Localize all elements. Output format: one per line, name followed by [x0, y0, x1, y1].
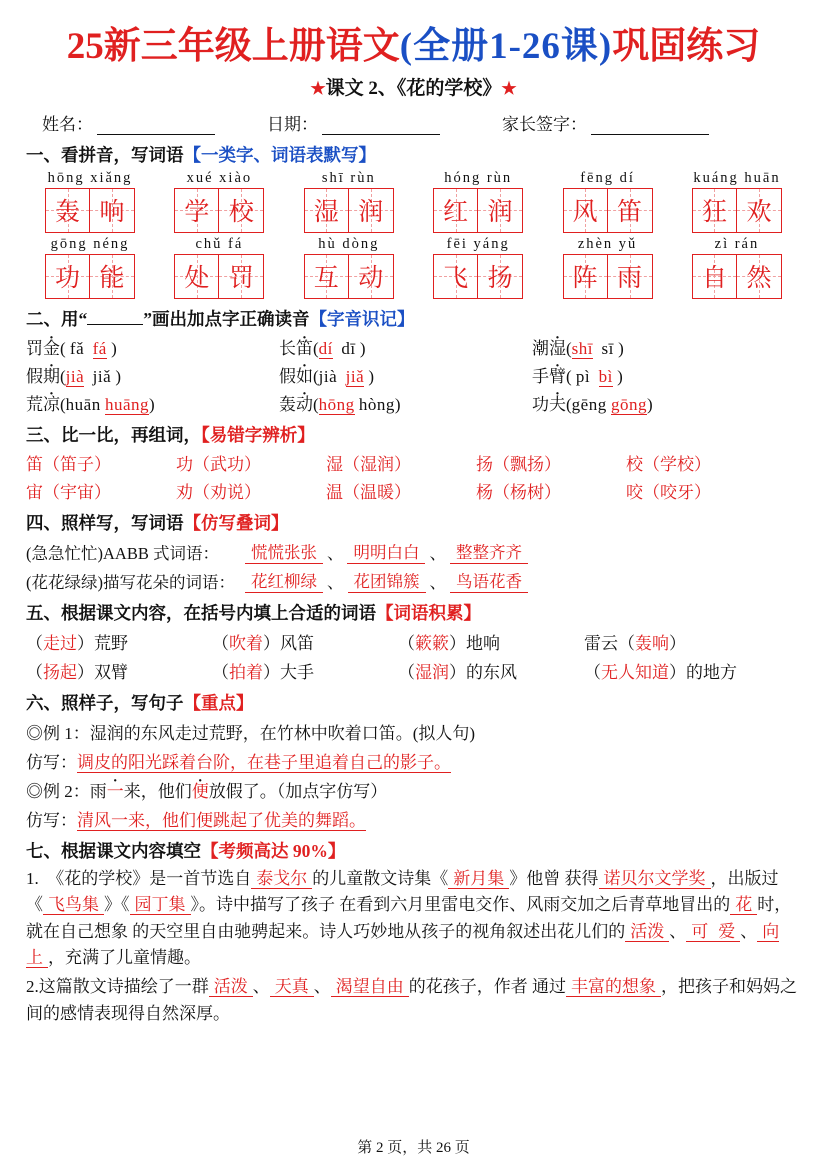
- tianzige-char: 响: [99, 199, 125, 227]
- pinyin-option[interactable]: huān: [65, 394, 101, 414]
- section-2-heading: [26, 306, 801, 331]
- section-3-text: 比一比，再组词，: [61, 424, 201, 445]
- example-2-dot-char: 一: [106, 781, 124, 801]
- section-3-number: 三、: [26, 424, 61, 445]
- bracket-fill-item[interactable]: （走过）荒野: [26, 633, 128, 653]
- pinyin-label: fēi yáng: [446, 235, 510, 252]
- lead-char: 荒: [26, 394, 43, 414]
- example-2-text-a: 雨: [89, 781, 107, 801]
- aabb-row-2: [26, 568, 801, 593]
- section-2-text-a: 用“: [61, 308, 88, 329]
- flower-word-answer[interactable]: 花红柳绿: [245, 568, 323, 593]
- pinyin-option[interactable]: jià: [318, 366, 338, 386]
- tianzige-pair[interactable]: [32, 188, 148, 233]
- bracket-fill-item[interactable]: （扬起）双臂: [26, 662, 128, 682]
- date-blank[interactable]: [322, 118, 440, 135]
- bracket-answer[interactable]: 轰响: [635, 633, 669, 653]
- bracket-fill-item[interactable]: （拍着）大手: [212, 662, 314, 682]
- tianzige-char: 轰: [54, 199, 80, 227]
- bracket-fill-item[interactable]: 雷云（轰响）: [584, 633, 686, 653]
- bracket-fill-row-2: [26, 658, 801, 683]
- bracket-after: 的地方: [686, 662, 737, 682]
- aabb-answer[interactable]: 明明白白: [347, 539, 425, 564]
- q2-number: 2.: [26, 977, 39, 997]
- word-pair-char: 湿: [326, 454, 343, 474]
- pinyin-option-selected[interactable]: huāng: [104, 394, 150, 414]
- tianzige-cell[interactable]: [478, 254, 523, 299]
- q2-text-d: 的花孩子，作者: [408, 977, 528, 997]
- section-5-text: 根据课文内容，在括号内填上合适的词语: [61, 602, 376, 623]
- tianzige-row-2: [26, 254, 801, 299]
- bracket-after: 荒野: [94, 633, 128, 653]
- pinyin-label: zì rán: [714, 235, 760, 252]
- tianzige-char: 欢: [746, 199, 772, 227]
- word-pair[interactable]: 咬（咬牙）: [626, 482, 711, 502]
- word-pair-answer[interactable]: 杨树: [510, 482, 544, 502]
- q2-blank-4[interactable]: 丰富的想象: [566, 977, 661, 997]
- title-part2: (全册1-26课): [399, 26, 613, 67]
- dotted-char: 凉: [43, 394, 60, 414]
- pinyin-option-selected[interactable]: dí: [318, 338, 333, 358]
- tianzige-cell[interactable]: [433, 188, 478, 233]
- tianzige-char: 狂: [701, 199, 727, 227]
- bracket-fill-item[interactable]: （湿润）的东风: [398, 662, 517, 682]
- q1-blank-5[interactable]: 园丁集: [130, 895, 191, 915]
- pinyin-row-1: [26, 170, 801, 187]
- imitation-1-label: 仿写：: [26, 752, 77, 772]
- bracket-after: 双臂: [94, 662, 128, 682]
- q1-text-j: 时，就在自己想象: [26, 895, 792, 941]
- pinyin-label: gōng néng: [50, 235, 130, 252]
- tianzige-char: 校: [228, 199, 254, 227]
- separator: 、: [326, 543, 344, 563]
- tianzige-char: 互: [313, 265, 339, 293]
- pinyin-grid-block: [26, 170, 801, 299]
- example-2-text-b: 来，他们: [123, 781, 192, 801]
- q1-text-n: 、: [740, 921, 758, 941]
- word-pair[interactable]: 杨（杨树）: [476, 482, 561, 502]
- q2-text-e: 通过: [532, 977, 566, 997]
- q2-text-f: ，把孩子和妈妈之间的感情表现得自然深厚。: [26, 977, 797, 1023]
- tianzige-char: 学: [184, 199, 210, 227]
- lead-char: 潮: [532, 338, 549, 358]
- flower-word-answer[interactable]: 花团锦簇: [348, 568, 426, 593]
- tianzige-char: 笛: [617, 199, 643, 227]
- section-6-number: 六、: [26, 692, 61, 713]
- dotted-char: 夫: [549, 394, 566, 414]
- parent-signature-blank[interactable]: [591, 118, 709, 135]
- tianzige-cell[interactable]: [90, 254, 135, 299]
- word-pair[interactable]: 湿（湿润）: [326, 454, 411, 474]
- bracket-fill-item[interactable]: （簌簌）地响: [398, 633, 500, 653]
- name-blank[interactable]: [97, 118, 215, 135]
- imitation-1-answer[interactable]: 调皮的阳光踩着台阶，在巷子里追着自己的影子。: [77, 752, 451, 772]
- lead-char: 假: [279, 366, 296, 386]
- section-4-tag: 【仿写叠词】: [183, 512, 289, 533]
- star-icon: ★: [310, 78, 326, 98]
- tianzige-pair[interactable]: [420, 188, 536, 233]
- section-1-tag: 【一类字、词语表默写】: [183, 144, 376, 165]
- pinyin-option[interactable]: sī: [601, 338, 614, 358]
- q1-text-d: 获得: [564, 868, 599, 888]
- pinyin-choice-row-1: [26, 334, 801, 359]
- parent-signature-field[interactable]: [502, 110, 709, 135]
- section-1-text: 看拼音，写词语: [61, 144, 184, 165]
- example-2-label: ◎例 2：: [26, 781, 90, 801]
- tianzige-char: 处: [184, 265, 210, 293]
- tianzige-cell[interactable]: [563, 254, 608, 299]
- tianzige-cell[interactable]: [45, 188, 90, 233]
- dotted-char: 动: [296, 394, 313, 414]
- name-label: 姓名：: [42, 114, 93, 134]
- example-1-text: 湿润的东风走过荒野，在竹林中吹着口笛。(拟人句): [89, 723, 476, 743]
- q1-text-h: 》。诗中描写了孩子: [190, 895, 335, 915]
- separator: 、: [429, 543, 446, 563]
- pinyin-choice-item[interactable]: 长笛(dí dī ): [279, 338, 366, 358]
- aabb-row-1: [26, 539, 801, 564]
- tianzige-pair[interactable]: [161, 254, 277, 299]
- pinyin-choice-item[interactable]: 潮湿(shī sī ): [532, 338, 624, 358]
- section-7-heading: [26, 838, 801, 863]
- bracket-answer[interactable]: 拍着: [229, 662, 263, 682]
- word-pair-answer[interactable]: 笛子: [60, 454, 94, 474]
- section-4-heading: [26, 510, 801, 535]
- word-pair-char: 校: [626, 454, 643, 474]
- q1-blank-4[interactable]: 飞鸟集: [43, 895, 104, 915]
- example-2-dot-char: 便: [191, 781, 209, 801]
- q1-text-g: 》《: [104, 895, 130, 915]
- pinyin-label: hōng xiǎng: [47, 169, 133, 186]
- imitation-1-line: [26, 748, 801, 773]
- q1-blank-8[interactable]: 可: [686, 922, 713, 942]
- title-part1: 25新三年级上册语文: [66, 26, 400, 67]
- q2-blank-2[interactable]: 天真: [270, 977, 314, 997]
- section-6-tag: 【重点】: [183, 692, 254, 713]
- blank-question-1: [26, 866, 801, 971]
- q1-blank-7[interactable]: 活泼: [625, 922, 669, 942]
- bracket-after: 地响: [466, 633, 500, 653]
- student-info-row: [26, 110, 801, 135]
- example-2-line: [26, 777, 801, 802]
- word-pair[interactable]: 劝（劝说）: [176, 482, 261, 502]
- name-field[interactable]: [42, 110, 215, 135]
- pinyin-label: zhèn yǔ: [577, 235, 638, 252]
- section-5-number: 五、: [26, 602, 61, 623]
- tianzige-cell[interactable]: [608, 188, 653, 233]
- q1-number: 1.: [26, 868, 39, 888]
- tianzige-cell[interactable]: [174, 188, 219, 233]
- q1-text-l: 、: [669, 921, 687, 941]
- q1-text-k: 的天空里自由驰骋起来。诗人巧妙地从孩子的视角叙述出花儿们的: [132, 921, 626, 941]
- q1-text-b: 的儿童散文诗集《: [312, 868, 449, 888]
- pinyin-label: fēng dí: [580, 169, 635, 186]
- section-7-number: 七、: [26, 840, 61, 861]
- page-footer: 第 2 页，共 26 页: [357, 1140, 470, 1156]
- tianzige-cell[interactable]: [737, 188, 782, 233]
- pinyin-choice-item[interactable]: 假如(jià jiǎ ): [279, 366, 375, 386]
- tianzige-pair[interactable]: [420, 254, 536, 299]
- dotted-char: 金: [43, 338, 60, 358]
- example-1-line: [26, 719, 801, 744]
- tianzige-char: 雨: [617, 265, 643, 293]
- tianzige-cell[interactable]: [692, 254, 737, 299]
- tianzige-cell[interactable]: [174, 254, 219, 299]
- tianzige-pair[interactable]: [679, 254, 795, 299]
- section-4-text: 照样写，写词语: [61, 512, 184, 533]
- q1-text-e: ，出版过《: [26, 868, 779, 915]
- lead-char: 假: [26, 366, 43, 386]
- pinyin-option[interactable]: hòng: [358, 394, 395, 414]
- aabb-answer[interactable]: 慌慌张张: [245, 539, 323, 564]
- section-2-text-b: ”画出加点字正确读音: [143, 308, 310, 329]
- lead-char: 功: [532, 394, 549, 414]
- tianzige-cell[interactable]: [304, 254, 349, 299]
- word-pair-char: 笛: [26, 454, 43, 474]
- subtitle-text: 课文 2、《花的学校》: [325, 77, 502, 99]
- section-5-heading: [26, 600, 801, 625]
- pinyin-option[interactable]: dī: [341, 338, 356, 358]
- word-pair[interactable]: 温（温暖）: [326, 482, 411, 502]
- tianzige-cell[interactable]: [304, 188, 349, 233]
- tianzige-char: 罚: [228, 265, 254, 293]
- q1-blank-1[interactable]: 泰戈尔: [251, 869, 312, 889]
- section-1-heading: [26, 142, 801, 167]
- separator: 、: [429, 572, 446, 592]
- pinyin-choice-item[interactable]: 手臂( pì bì ): [532, 366, 623, 386]
- tianzige-char: 湿: [313, 199, 339, 227]
- tianzige-char: 扬: [487, 265, 513, 293]
- lead-char: 轰: [279, 394, 296, 414]
- pinyin-choice-item[interactable]: 轰动(hōng hòng): [279, 394, 401, 414]
- word-pair-answer[interactable]: 宇宙: [60, 482, 94, 502]
- pinyin-choice-item[interactable]: 功夫(gēng gōng): [532, 394, 653, 414]
- pinyin-label: xué xiào: [186, 169, 253, 186]
- tianzige-char: 润: [487, 199, 513, 227]
- word-pair[interactable]: 功（武功）: [176, 454, 261, 474]
- word-pair-char: 杨: [476, 482, 493, 502]
- tianzige-cell[interactable]: [563, 188, 608, 233]
- tianzige-cell[interactable]: [349, 254, 394, 299]
- star-icon: ★: [501, 78, 517, 98]
- q1-blank-6[interactable]: 花: [730, 895, 757, 915]
- word-pair-char: 劝: [176, 482, 193, 502]
- pinyin-option-selected[interactable]: shī: [571, 338, 594, 358]
- tianzige-pair[interactable]: [161, 188, 277, 233]
- section-3-heading: [26, 422, 801, 447]
- q2-text-b: 、: [252, 977, 270, 997]
- q2-text-a: 这篇散文诗描绘了一群: [38, 977, 209, 997]
- word-pair[interactable]: 笛（笛子）: [26, 454, 111, 474]
- tianzige-char: 然: [746, 265, 772, 293]
- imitation-2-line: [26, 806, 801, 831]
- dotted-char: 臂: [549, 366, 566, 386]
- separator: 、: [327, 572, 344, 592]
- tianzige-pair[interactable]: [550, 254, 666, 299]
- tianzige-char: 动: [358, 265, 384, 293]
- tianzige-cell[interactable]: [737, 254, 782, 299]
- pinyin-label: shī rùn: [321, 169, 376, 186]
- word-pair[interactable]: 宙（宇宙）: [26, 482, 111, 502]
- q1-text-i: 在看到六月里雷电交作、风雨交加之后青草地冒出的: [339, 895, 731, 915]
- q2-blank-1[interactable]: 活泼: [209, 977, 253, 997]
- pinyin-option[interactable]: pì: [575, 366, 591, 386]
- pinyin-option-selected[interactable]: gōng: [610, 394, 647, 414]
- word-pair[interactable]: 扬（飘扬）: [476, 454, 561, 474]
- word-pair-row-2: [26, 478, 801, 503]
- tianzige-char: 风: [572, 199, 598, 227]
- pinyin-choice-row-3: [26, 390, 801, 415]
- section-7-tag: 【考频高达 90%】: [201, 840, 346, 861]
- blank-question-2: [26, 974, 801, 1027]
- bracket-before: 雷云: [584, 633, 618, 653]
- lead-char: 手: [532, 366, 549, 386]
- flower-word-label: (花花绿绿)描写花朵的词语：: [26, 572, 235, 592]
- word-pair-char: 功: [176, 454, 193, 474]
- tianzige-char: 润: [358, 199, 384, 227]
- word-pair-answer[interactable]: 温暖: [360, 482, 394, 502]
- bracket-answer[interactable]: 吹着: [229, 633, 263, 653]
- flower-word-answer[interactable]: 鸟语花香: [450, 568, 528, 593]
- section-7-text: 根据课文内容填空: [61, 840, 201, 861]
- word-pair-row-1: [26, 450, 801, 475]
- imitation-2-answer[interactable]: 清风一来，他们便跳起了优美的舞蹈。: [77, 810, 366, 830]
- tianzige-char: 自: [701, 265, 727, 293]
- dotted-char: 湿: [549, 338, 566, 358]
- underline-sample: [87, 324, 143, 325]
- pinyin-option-selected[interactable]: jià: [65, 366, 85, 386]
- bracket-answer[interactable]: 扬起: [43, 662, 77, 682]
- section-5-tag: 【词语积累】: [376, 602, 481, 623]
- section-4-number: 四、: [26, 512, 61, 533]
- tianzige-cell[interactable]: [349, 188, 394, 233]
- date-field[interactable]: [267, 110, 440, 135]
- pinyin-option-selected[interactable]: jiǎ: [345, 366, 365, 386]
- pinyin-choice-row-2: [26, 362, 801, 387]
- page-subtitle: [26, 73, 801, 100]
- tianzige-pair[interactable]: [679, 188, 795, 233]
- aabb-label: (急急忙忙)AABB 式词语：: [26, 543, 219, 563]
- pinyin-choice-item[interactable]: 荒凉(huān huāng): [26, 394, 155, 414]
- word-pair-char: 宙: [26, 482, 43, 502]
- section-2-number: 二、: [26, 308, 61, 329]
- section-6-text: 照样子，写句子: [61, 692, 184, 713]
- tianzige-cell[interactable]: [90, 188, 135, 233]
- word-pair-answer[interactable]: 武功: [210, 454, 244, 474]
- pinyin-option-selected[interactable]: fá: [92, 338, 107, 358]
- q2-text-c: 、: [313, 977, 331, 997]
- q1-blank-2[interactable]: 新月集: [448, 869, 509, 889]
- dotted-char: 期: [43, 366, 60, 386]
- pinyin-option[interactable]: gēng: [571, 394, 607, 414]
- bracket-answer[interactable]: 无人知道: [601, 662, 669, 682]
- q1-text-c: 》他曾: [509, 868, 561, 888]
- bracket-fill-row-1: [26, 629, 801, 654]
- word-pair-answer[interactable]: 飘扬: [510, 454, 544, 474]
- word-pair[interactable]: 校（学校）: [626, 454, 711, 474]
- tianzige-cell[interactable]: [608, 254, 653, 299]
- pinyin-label: hù dòng: [318, 235, 380, 252]
- tianzige-cell[interactable]: [478, 188, 523, 233]
- pinyin-option-selected[interactable]: bì: [598, 366, 613, 386]
- imitation-2-label: 仿写：: [26, 810, 77, 830]
- q1-blank-3[interactable]: 诺贝尔文学奖: [599, 869, 711, 889]
- word-pair-answer[interactable]: 劝说: [210, 482, 244, 502]
- section-6-heading: [26, 690, 801, 715]
- tianzige-cell[interactable]: [692, 188, 737, 233]
- example-1-label: ◎例 1：: [26, 723, 90, 743]
- dotted-char: 如: [296, 366, 313, 386]
- tianzige-char: 能: [99, 265, 125, 293]
- tianzige-pair[interactable]: [291, 254, 407, 299]
- bracket-answer[interactable]: 簌簌: [415, 633, 449, 653]
- word-pair-answer[interactable]: 学校: [660, 454, 694, 474]
- lead-char: 长: [279, 338, 296, 358]
- bracket-after: 风笛: [280, 633, 314, 653]
- tianzige-pair[interactable]: [32, 254, 148, 299]
- bracket-answer[interactable]: 走过: [43, 633, 77, 653]
- q2-blank-3[interactable]: 渴望自由: [331, 977, 409, 997]
- tianzige-row-1: [26, 188, 801, 233]
- section-2-tag: 【字音识记】: [309, 308, 415, 329]
- title-part3: 巩固练习: [612, 26, 761, 67]
- pinyin-label: kuáng huān: [693, 169, 781, 186]
- tianzige-cell[interactable]: [45, 254, 90, 299]
- tianzige-char: 红: [443, 199, 469, 227]
- dotted-char: 笛: [296, 338, 313, 358]
- pinyin-row-2: [26, 236, 801, 253]
- q1-text-a: 《花的学校》是一首节选自: [47, 868, 252, 888]
- tianzige-char: 阵: [572, 265, 598, 293]
- bracket-fill-item[interactable]: （无人知道）的地方: [584, 662, 737, 682]
- lead-char: 罚: [26, 338, 43, 358]
- tianzige-char: 功: [54, 265, 80, 293]
- bracket-fill-item[interactable]: （吹着）风笛: [212, 633, 314, 653]
- word-pair-answer[interactable]: 咬牙: [660, 482, 694, 502]
- pinyin-choice-item[interactable]: 罚金( fǎ fá ): [26, 338, 117, 358]
- word-pair-char: 温: [326, 482, 343, 502]
- tianzige-pair[interactable]: [550, 188, 666, 233]
- tianzige-char: 飞: [443, 265, 469, 293]
- tianzige-cell[interactable]: [219, 254, 264, 299]
- section-3-tag: 【易错字辨析】: [201, 424, 315, 445]
- parent-signature-label: 家长签字：: [502, 114, 587, 134]
- section-1-number: 一、: [26, 144, 61, 165]
- word-pair-answer[interactable]: 湿润: [360, 454, 394, 474]
- pinyin-option[interactable]: jiǎ: [92, 366, 112, 386]
- bracket-after: 的东风: [466, 662, 517, 682]
- page-title: [26, 28, 801, 67]
- tianzige-cell[interactable]: [433, 254, 478, 299]
- q1-text-o: ，充满了儿童情趣。: [48, 947, 201, 967]
- bracket-answer[interactable]: 湿润: [415, 662, 449, 682]
- pinyin-option[interactable]: fǎ: [69, 338, 85, 358]
- example-2-text-c: 放假了。（加点字仿写）: [208, 781, 388, 801]
- tianzige-pair[interactable]: [291, 188, 407, 233]
- bracket-after: 大手: [280, 662, 314, 682]
- pinyin-option-selected[interactable]: hōng: [318, 394, 355, 414]
- word-pair-char: 扬: [476, 454, 493, 474]
- pinyin-choice-item[interactable]: 假期(jià jiǎ ): [26, 366, 122, 386]
- pinyin-label: hóng rùn: [444, 169, 513, 186]
- pinyin-label: chǔ fá: [195, 235, 244, 252]
- word-pair-char: 咬: [626, 482, 643, 502]
- date-label: 日期：: [267, 114, 318, 134]
- tianzige-cell[interactable]: [219, 188, 264, 233]
- q1-blank-8b[interactable]: 爱: [713, 922, 740, 942]
- aabb-answer[interactable]: 整整齐齐: [450, 539, 528, 564]
- q1-blank-9[interactable]: 向上: [26, 921, 780, 967]
